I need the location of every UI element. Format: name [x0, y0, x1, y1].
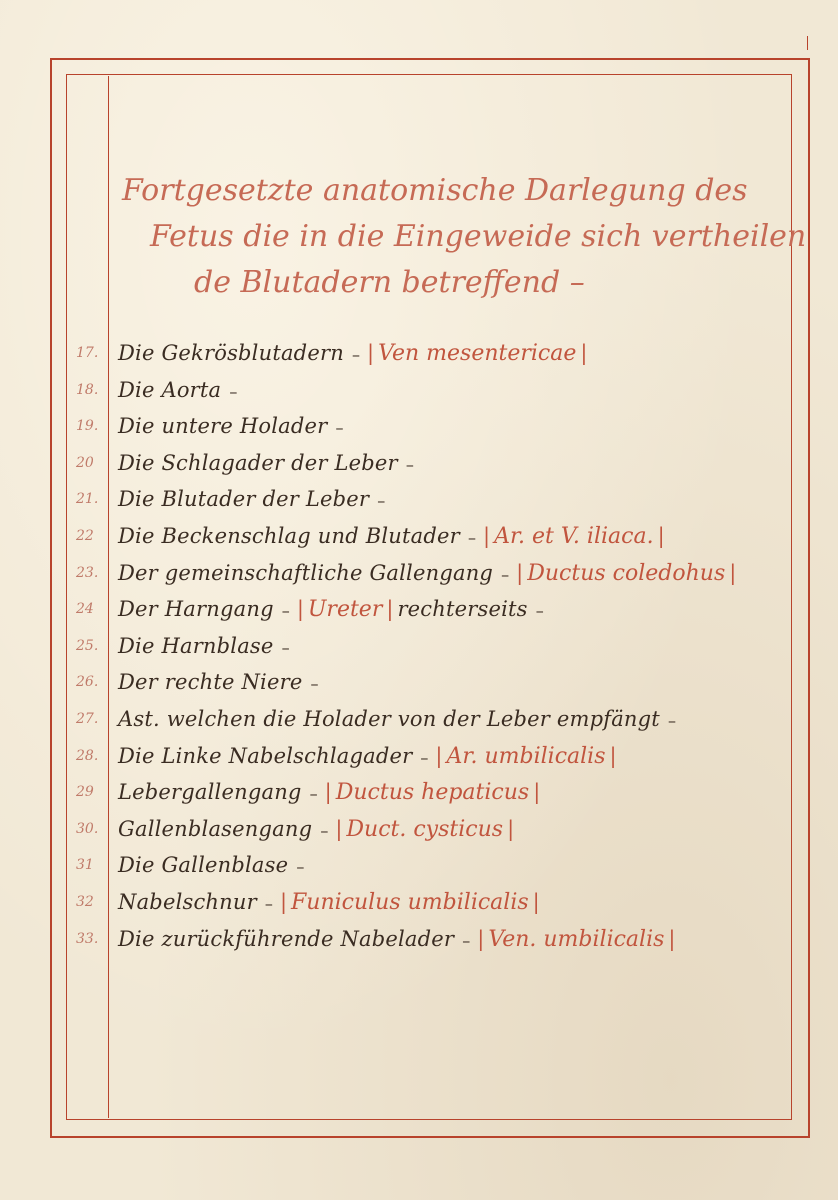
- flourish-mark: –: [304, 784, 318, 804]
- entry-line: [118, 336, 792, 372]
- title-line-1: Fortgesetzte anatomische Darlegung des: [122, 173, 748, 208]
- separator-bar: |: [516, 560, 524, 585]
- flourish-mark: –: [276, 637, 290, 657]
- flourish-mark: –: [462, 528, 476, 547]
- entry-line: [118, 446, 792, 482]
- entry-number: 27.: [76, 711, 99, 727]
- entry-line: [118, 629, 792, 665]
- latin-term: Funiculus umbilicalis: [291, 890, 529, 915]
- entry-number: 19.: [76, 418, 99, 435]
- latin-term: Ven. umbilicalis: [488, 926, 665, 952]
- flourish-mark: –: [372, 491, 386, 511]
- list-item: [0, 885, 838, 919]
- german-term: Der rechte Niere: [118, 670, 303, 695]
- entry-line: [118, 775, 792, 811]
- separator-bar: |: [324, 780, 332, 805]
- separator-bar: |: [657, 524, 665, 548]
- german-term: Gallenblasengang: [118, 816, 313, 841]
- entry-number: 18.: [76, 381, 99, 398]
- german-term: Die Harnblase: [118, 633, 274, 658]
- list-item: [0, 775, 838, 809]
- entry-number: 30.: [76, 820, 99, 837]
- flourish-mark: –: [400, 454, 414, 474]
- flourish-mark: –: [276, 601, 290, 621]
- flourish-mark: –: [305, 674, 319, 694]
- flourish-mark: –: [662, 711, 677, 730]
- list-item: [0, 556, 838, 590]
- entry-number: 28.: [76, 747, 99, 764]
- entry-line: [118, 812, 792, 848]
- german-term: Die Blutader der Leber: [118, 487, 370, 512]
- list-item: [0, 482, 838, 516]
- list-item: [0, 665, 838, 699]
- flourish-mark: –: [530, 601, 544, 621]
- separator-bar: |: [279, 890, 288, 914]
- separator-bar: |: [296, 597, 304, 622]
- separator-bar: |: [435, 743, 443, 768]
- german-term: Der gemeinschaftliche Gallengang: [118, 560, 494, 585]
- german-term: Die Schlagader der Leber: [118, 450, 398, 475]
- german-term: Die Beckenschlag und Blutader: [118, 524, 460, 548]
- separator-bar: |: [533, 780, 541, 805]
- separator-bar: |: [532, 890, 540, 914]
- entry-line: [118, 665, 792, 701]
- entry-number: 24: [76, 601, 94, 618]
- latin-term: Ven mesentericae: [378, 341, 577, 366]
- flourish-mark: –: [346, 345, 361, 364]
- german-term: Lebergallengang: [118, 780, 302, 805]
- flourish-mark: –: [330, 418, 344, 438]
- german-term: Der Harngang: [118, 597, 274, 622]
- entry-line: [118, 373, 792, 409]
- entry-number: 33.: [76, 930, 99, 947]
- flourish-mark: –: [291, 857, 305, 877]
- german-term: Die zurückführende Nabelader: [118, 926, 455, 951]
- german-term: Nabelschnur: [118, 890, 257, 914]
- list-item: [0, 629, 838, 663]
- separator-bar: |: [507, 816, 515, 841]
- flourish-mark: –: [259, 894, 273, 913]
- list-item: [0, 373, 838, 407]
- title-line-3: de Blutadern betreffend –: [194, 265, 585, 300]
- separator-bar: |: [729, 560, 737, 585]
- german-term: Die untere Holader: [118, 414, 328, 439]
- entry-number: 17.: [76, 345, 99, 361]
- entry-number: 23.: [76, 564, 99, 581]
- list-item: [0, 446, 838, 480]
- separator-bar: |: [580, 341, 588, 365]
- entry-line: [118, 848, 792, 884]
- list-item: [0, 336, 838, 370]
- separator-bar: |: [482, 524, 491, 548]
- german-term: Die Aorta: [118, 377, 222, 402]
- separator-bar: |: [668, 926, 676, 951]
- list-item: [0, 519, 838, 553]
- page-title: [112, 168, 807, 306]
- german-term: Ast. welchen die Holader von der Leber empfängt: [118, 707, 660, 731]
- entry-line: [118, 885, 792, 921]
- entry-line: [118, 409, 792, 445]
- list-item: [0, 848, 838, 882]
- entry-line: [118, 482, 792, 518]
- flourish-mark: –: [496, 564, 510, 584]
- entry-number: 32: [76, 894, 94, 910]
- german-term: Die Linke Nabelschlagader: [118, 743, 413, 768]
- latin-term: Ductus hepaticus: [335, 780, 530, 806]
- entry-line: [118, 519, 792, 555]
- entry-line: [118, 702, 792, 738]
- entry-number: 20: [76, 454, 94, 471]
- entry-number: 31: [76, 857, 94, 874]
- separator-bar: |: [367, 341, 375, 365]
- flourish-mark: –: [315, 820, 329, 840]
- separator-bar: |: [477, 926, 485, 951]
- german-term: Die Gekrösblutadern: [118, 341, 344, 365]
- latin-term: Ductus coledohus: [527, 560, 726, 586]
- entry-number: 29: [76, 784, 94, 801]
- separator-bar: |: [386, 597, 394, 622]
- corner-mark: [807, 36, 812, 50]
- separator-bar: |: [609, 743, 617, 768]
- latin-term: Ar. umbilicalis: [446, 743, 606, 769]
- flourish-mark: –: [224, 381, 238, 401]
- entry-number: 22: [76, 528, 94, 544]
- separator-bar: |: [335, 816, 343, 841]
- entry-number: 26.: [76, 674, 99, 691]
- latin-term: Duct. cysticus: [346, 816, 504, 842]
- entry-line: [118, 922, 792, 958]
- list-item: [0, 702, 838, 736]
- list-item: [0, 409, 838, 443]
- list-item: [0, 812, 838, 846]
- entry-line: [118, 556, 792, 592]
- entry-note: rechterseits: [397, 597, 528, 622]
- latin-term: Ar. et V. iliaca.: [494, 524, 654, 549]
- entry-number: 21.: [76, 491, 99, 508]
- entry-number: 25.: [76, 637, 99, 654]
- flourish-mark: –: [415, 747, 429, 767]
- list-item: [0, 592, 838, 626]
- title-line-2: Fetus die in die Eingeweide sich vertheilen: [150, 219, 807, 254]
- entry-line: [118, 739, 792, 775]
- flourish-mark: –: [457, 930, 471, 950]
- german-term: Die Gallenblase: [118, 853, 289, 878]
- entry-line: [118, 592, 792, 628]
- list-item: [0, 739, 838, 773]
- list-item: [0, 922, 838, 956]
- latin-term: Ureter: [307, 597, 383, 623]
